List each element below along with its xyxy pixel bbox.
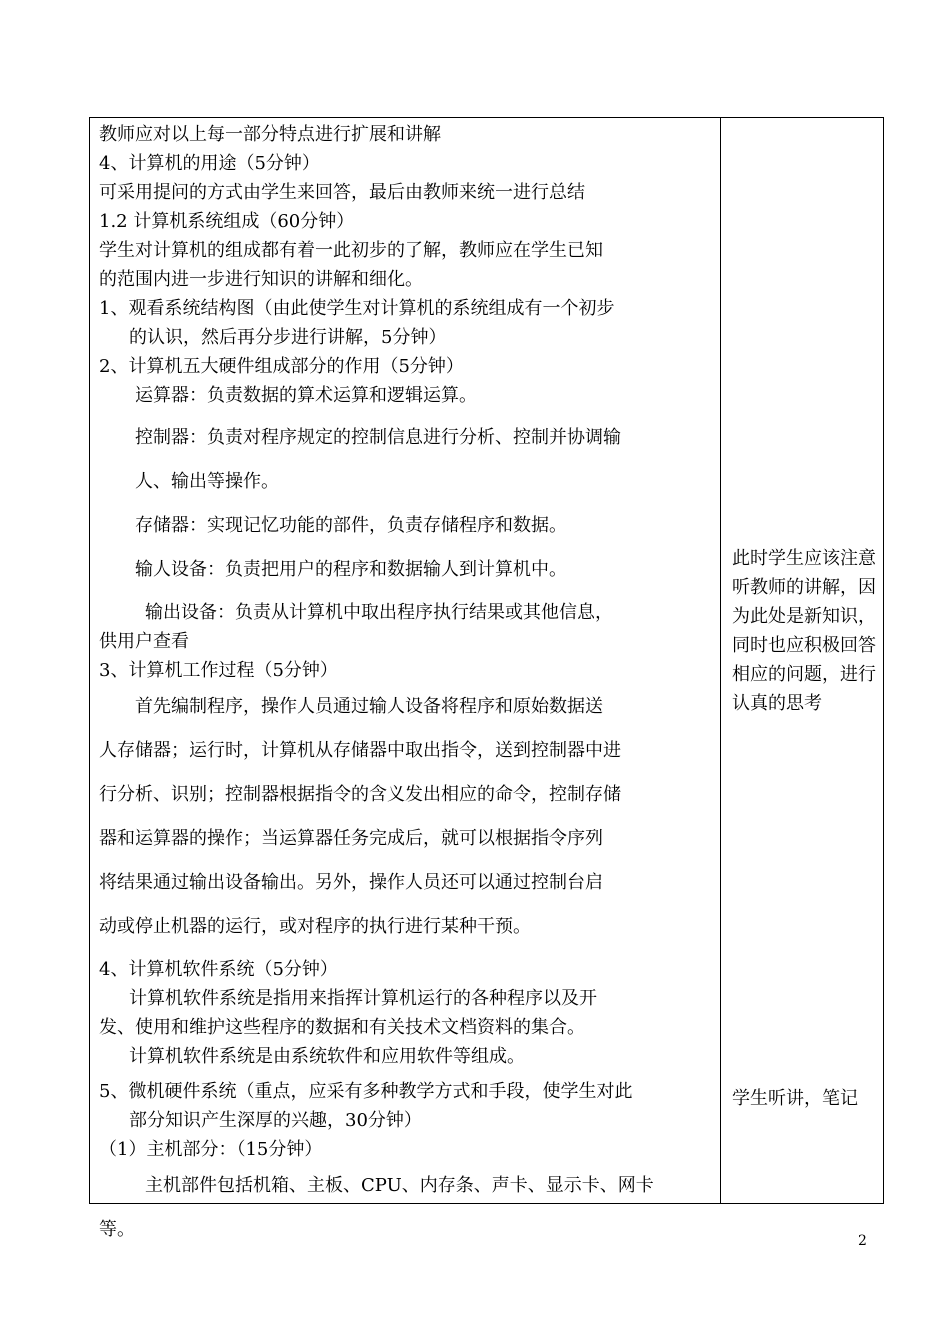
content-line: 的范围内进一步进行知识的讲解和细化。 xyxy=(99,269,423,290)
student-activity-note: 此时学生应该注意听教师的讲解，因为此处是新知识，同时也应积极回答相应的问题，进行认真的思考 xyxy=(732,548,876,714)
column-divider xyxy=(720,118,721,1203)
student-activity-note: 学生听讲，笔记 xyxy=(732,1088,858,1109)
content-line: 输人设备：负责把用户的程序和数据输人到计算机中。 xyxy=(135,559,567,580)
content-line: 运算器：负责数据的算术运算和逻辑运算。 xyxy=(135,385,477,406)
content-line: 首先编制程序，操作人员通过输人设备将程序和原始数据送 xyxy=(135,696,603,717)
teaching-content-column xyxy=(99,120,713,1252)
content-line: 4、计算机的用途（5分钟） xyxy=(99,153,320,174)
content-line: 计算机软件系统是由系统软件和应用软件等组成。 xyxy=(129,1046,525,1067)
content-line: 计算机软件系统是指用来指挥计算机运行的各种程序以及开 xyxy=(129,988,597,1009)
content-line: 动或停止机器的运行，或对程序的执行进行某种干预。 xyxy=(99,916,531,937)
content-line: 供用户查看 xyxy=(99,631,189,652)
content-line: 存储器：实现记忆功能的部件，负责存储程序和数据。 xyxy=(135,515,567,536)
content-line: 部分知识产生深厚的兴趣，30分钟） xyxy=(129,1110,422,1131)
content-line: 教师应对以上每一部分特点进行扩展和讲解 xyxy=(99,124,441,145)
content-line: 发、使用和维护这些程序的数据和有关技术文档资料的集合。 xyxy=(99,1017,585,1038)
content-line: 可采用提问的方式由学生来回答，最后由教师来统一进行总结 xyxy=(99,182,585,203)
content-line: 人存储器；运行时，计算机从存储器中取出指令，送到控制器中进 xyxy=(99,740,621,761)
content-line: 1.2 计算机系统组成（60分钟） xyxy=(99,211,355,232)
content-line: 的认识，然后再分步进行讲解，5分钟） xyxy=(129,327,447,348)
content-line: 人、输出等操作。 xyxy=(135,471,279,492)
content-line: 4、计算机软件系统（5分钟） xyxy=(99,959,338,980)
content-line: 3、计算机工作过程（5分钟） xyxy=(99,660,338,681)
content-line: 输出设备：负责从计算机中取出程序执行结果或其他信息， xyxy=(145,602,613,623)
content-line: 控制器：负责对程序规定的控制信息进行分析、控制并协调输 xyxy=(135,427,621,448)
content-line: 2、计算机五大硬件组成部分的作用（5分钟） xyxy=(99,356,464,377)
content-line: 1、观看系统结构图（由此使学生对计算机的系统组成有一个初步 xyxy=(99,298,615,319)
content-line: 行分析、识别；控制器根据指令的含义发出相应的命令，控制存储 xyxy=(99,784,621,805)
content-line: 将结果通过输出设备输出。另外，操作人员还可以通过控制台启 xyxy=(99,872,603,893)
lesson-table xyxy=(89,117,884,1240)
content-line: 主机部件包括机箱、主板、CPU、内存条、声卡、显示卡、网卡 xyxy=(145,1175,654,1196)
content-line: 等。 xyxy=(99,1219,135,1240)
content-line: 器和运算器的操作；当运算器任务完成后，就可以根据指令序列 xyxy=(99,828,603,849)
content-line: 学生对计算机的组成都有着一此初步的了解，教师应在学生已知 xyxy=(99,240,603,261)
page-number: 2 xyxy=(858,1233,867,1249)
content-line: 5、微机硬件系统（重点，应采有多种教学方式和手段，使学生对此 xyxy=(99,1081,633,1102)
content-line: （1）主机部分：（15分钟） xyxy=(99,1139,323,1160)
